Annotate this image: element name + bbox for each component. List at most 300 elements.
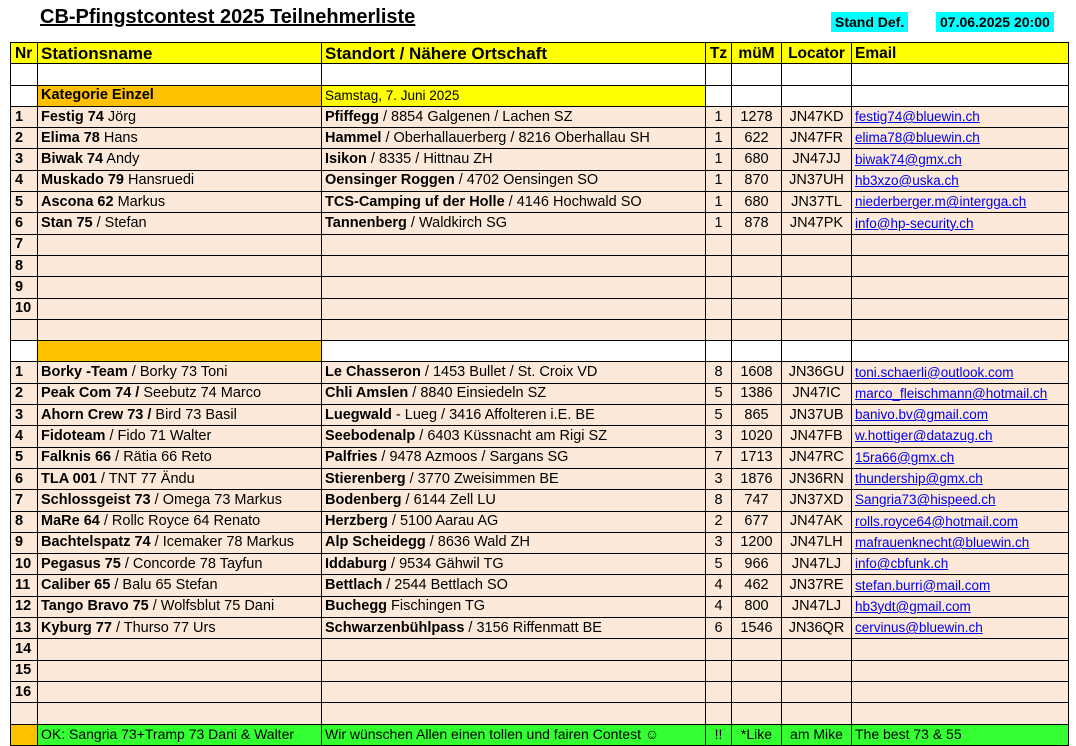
location: [322, 213, 706, 234]
email-link[interactable]: Sangria73@hispeed.ch: [855, 492, 996, 508]
location-detail: / 2544 Bettlach SO: [382, 577, 508, 594]
email-cell: [852, 596, 1069, 617]
empty-row: [11, 639, 1069, 660]
email-link[interactable]: 15ra66@gmx.ch: [855, 449, 955, 465]
table-row: [11, 106, 1069, 127]
location-detail: - Lueg / 3416 Affolteren i.E. BE: [391, 406, 595, 423]
email-link[interactable]: niederberger.m@intergga.ch: [855, 194, 1027, 210]
locator-value: JN37UH: [782, 170, 852, 191]
mum-value: 677: [732, 511, 782, 532]
header-tz: Tz: [706, 43, 732, 64]
empty-cell: [782, 277, 852, 298]
location: [322, 106, 706, 127]
empty-cell: [732, 255, 782, 276]
table-row: [11, 511, 1069, 532]
empty-cell: [322, 341, 706, 362]
station-name: [38, 149, 322, 170]
mum-value: 680: [732, 149, 782, 170]
location-detail: / 6144 Zell LU: [401, 491, 496, 508]
email-cell: [852, 554, 1069, 575]
station-name: [38, 192, 322, 213]
locator-value: JN37UB: [782, 405, 852, 426]
station-call: MaRe 64: [41, 513, 100, 530]
location: [322, 554, 706, 575]
tz-value: 3: [706, 532, 732, 553]
mum-value: 1386: [732, 383, 782, 404]
location: [322, 575, 706, 596]
station-operator: / Borky 73 Toni: [127, 364, 228, 381]
empty-cell: [732, 319, 782, 340]
empty-cell: [706, 298, 732, 319]
station-name: [38, 383, 322, 404]
mum-value: 680: [732, 192, 782, 213]
location-name: Oensinger Roggen: [325, 172, 455, 189]
row-nr: 6: [11, 213, 38, 234]
empty-cell: [732, 277, 782, 298]
location-detail: / 8854 Galgenen / Lachen SZ: [378, 108, 573, 125]
row-nr: 10: [11, 554, 38, 575]
footer-cell: *Like: [732, 724, 782, 745]
station-operator: / Fido 71 Walter: [105, 427, 212, 444]
station-operator: / Icemaker 78 Markus: [150, 534, 295, 551]
empty-cell: [782, 639, 852, 660]
empty-row: [11, 234, 1069, 255]
mum-value: 966: [732, 554, 782, 575]
mum-value: 800: [732, 596, 782, 617]
location-name: Chli Amslen: [325, 385, 409, 402]
locator-value: JN47FB: [782, 426, 852, 447]
email-link[interactable]: stefan.burri@mail.com: [855, 577, 991, 593]
email-cell: [852, 149, 1069, 170]
locator-value: JN36GU: [782, 362, 852, 383]
station-call: Stan 75: [41, 215, 93, 232]
email-link[interactable]: hb3ydt@gmail.com: [855, 598, 971, 614]
empty-cell: [38, 298, 322, 319]
row-nr: 13: [11, 618, 38, 639]
location-detail: / 8335 / Hittnau ZH: [366, 151, 493, 168]
email-cell: [852, 128, 1069, 149]
station-name: [38, 447, 322, 468]
station-operator: / Rollc Royce 64 Renato: [99, 513, 261, 530]
header-email: Email: [852, 43, 1069, 64]
location-name: Bodenberg: [325, 491, 402, 508]
station-operator: / Stefan: [92, 215, 147, 232]
row-nr: 4: [11, 426, 38, 447]
email-link[interactable]: biwak74@gmx.ch: [855, 151, 962, 167]
station-name: [38, 128, 322, 149]
row-nr: 5: [11, 192, 38, 213]
mum-value: 1278: [732, 106, 782, 127]
table-row: [11, 596, 1069, 617]
station-operator: Hans: [99, 129, 138, 146]
empty-cell: [322, 298, 706, 319]
locator-value: JN47PK: [782, 213, 852, 234]
header-locator: Locator: [782, 43, 852, 64]
email-cell: [852, 447, 1069, 468]
tz-value: 1: [706, 149, 732, 170]
category-date: Samstag, 7. Juni 2025: [322, 85, 706, 106]
row-nr: 1: [11, 106, 38, 127]
station-name: [38, 532, 322, 553]
empty-cell: [782, 255, 852, 276]
location: [322, 447, 706, 468]
mum-value: 622: [732, 128, 782, 149]
tz-value: 1: [706, 128, 732, 149]
station-operator: Markus: [113, 193, 166, 210]
mum-value: 1200: [732, 532, 782, 553]
location-name: Stierenberg: [325, 470, 406, 487]
station-name: [38, 362, 322, 383]
locator-value: JN47AK: [782, 511, 852, 532]
empty-cell: [322, 639, 706, 660]
empty-cell: [782, 341, 852, 362]
locator-value: JN47LH: [782, 532, 852, 553]
email-cell: [852, 405, 1069, 426]
empty-cell: [732, 341, 782, 362]
email-cell: [852, 170, 1069, 191]
station-operator: / Concorde 78 Tayfun: [120, 555, 263, 572]
location-detail: Fischingen TG: [387, 598, 486, 615]
mum-value: 1876: [732, 468, 782, 489]
row-nr: 4: [11, 170, 38, 191]
mum-value: 747: [732, 490, 782, 511]
empty-cell: [852, 681, 1069, 702]
locator-value: JN47JJ: [782, 149, 852, 170]
location-name: Isikon: [325, 151, 367, 168]
footer-cell: [11, 724, 38, 745]
locator-value: JN36QR: [782, 618, 852, 639]
stand-date: 07.06.2025 20:00: [936, 12, 1054, 32]
location: [322, 362, 706, 383]
tz-value: 7: [706, 447, 732, 468]
location-name: Herzberg: [325, 513, 388, 530]
station-call: Tango Bravo 75: [41, 598, 149, 615]
row-nr: 7: [11, 234, 38, 255]
station-name: [38, 405, 322, 426]
empty-cell: [38, 319, 322, 340]
empty-cell: [782, 703, 852, 724]
locator-value: JN47KD: [782, 106, 852, 127]
location-name: Seebodenalp: [325, 427, 416, 444]
location-name: Iddaburg: [325, 555, 388, 572]
station-name: [38, 575, 322, 596]
empty-cell: [38, 234, 322, 255]
station-call: Peak Com 74 /: [41, 385, 140, 402]
station-operator: / TNT 77 Ändu: [96, 470, 195, 487]
location: [322, 149, 706, 170]
location-name: Tannenberg: [325, 215, 407, 232]
mum-value: 870: [732, 170, 782, 191]
row-nr: 9: [11, 277, 38, 298]
empty-cell: [782, 234, 852, 255]
empty-cell: [782, 660, 852, 681]
empty-cell: [782, 298, 852, 319]
locator-value: JN36RN: [782, 468, 852, 489]
row-nr: 1: [11, 362, 38, 383]
locator-value: JN47FR: [782, 128, 852, 149]
location-name: TCS-Camping uf der Holle: [325, 193, 505, 210]
empty-cell: [706, 234, 732, 255]
location-detail: / 9534 Gähwil TG: [387, 555, 504, 572]
row-nr: 16: [11, 681, 38, 702]
email-link[interactable]: hb3xzo@uska.ch: [855, 172, 959, 188]
empty-cell: [38, 639, 322, 660]
tz-value: 3: [706, 468, 732, 489]
page-title: CB-Pfingstcontest 2025 Teilnehmerliste: [40, 6, 416, 28]
empty-cell: [852, 341, 1069, 362]
email-cell: [852, 575, 1069, 596]
station-operator: Jörg: [103, 108, 137, 125]
station-call: Kyburg 77: [41, 619, 112, 636]
location: [322, 426, 706, 447]
tz-value: 2: [706, 511, 732, 532]
location-detail: / Oberhallauerberg / 8216 Oberhallau SH: [381, 129, 650, 146]
empty-cell: [706, 255, 732, 276]
tz-value: 5: [706, 554, 732, 575]
station-call: Fidoteam: [41, 427, 106, 444]
locator-value: JN47LJ: [782, 596, 852, 617]
station-operator: Bird 73 Basil: [151, 406, 237, 423]
table-row: [11, 532, 1069, 553]
row-nr: 15: [11, 660, 38, 681]
empty-cell: [706, 319, 732, 340]
email-link[interactable]: info@cbfunk.ch: [855, 556, 949, 572]
email-link[interactable]: info@hp-security.ch: [855, 215, 974, 231]
location-name: Bettlach: [325, 577, 383, 594]
footer-row: [11, 724, 1069, 745]
participant-table: [10, 42, 1069, 746]
email-link[interactable]: mafrauenknecht@bluewin.ch: [855, 534, 1030, 550]
station-name: [38, 170, 322, 191]
stand-label: Stand Def.: [831, 12, 908, 32]
mum-value: 878: [732, 213, 782, 234]
location-name: Le Chasseron: [325, 364, 421, 381]
empty-row: [11, 255, 1069, 276]
header-station: Stationsname: [38, 43, 322, 64]
spacer-row: [11, 703, 1069, 724]
station-name: [38, 596, 322, 617]
email-link[interactable]: elima78@bluewin.ch: [855, 130, 980, 146]
row-nr: 5: [11, 447, 38, 468]
station-name: [38, 426, 322, 447]
empty-cell: [706, 277, 732, 298]
station-call: Ascona 62: [41, 193, 114, 210]
location: [322, 383, 706, 404]
empty-cell: [852, 319, 1069, 340]
row-nr: 3: [11, 149, 38, 170]
email-link[interactable]: cervinus@bluewin.ch: [855, 620, 983, 636]
empty-cell: [782, 681, 852, 702]
station-call: Falknis 66: [41, 449, 112, 466]
empty-cell: [322, 277, 706, 298]
email-link[interactable]: rolls.royce64@hotmail.com: [855, 513, 1019, 529]
empty-cell: [732, 660, 782, 681]
table-row: [11, 128, 1069, 149]
locator-value: JN47IC: [782, 383, 852, 404]
table-row: [11, 468, 1069, 489]
station-operator: Hansruedi: [124, 172, 195, 189]
row-nr: 7: [11, 490, 38, 511]
empty-cell: [852, 277, 1069, 298]
station-name: [38, 490, 322, 511]
empty-cell: [322, 660, 706, 681]
footer-cell: !!: [706, 724, 732, 745]
location: [322, 405, 706, 426]
station-name: [38, 213, 322, 234]
email-cell: [852, 106, 1069, 127]
footer-cell: OK: Sangria 73+Tramp 73 Dani & Walter: [38, 724, 322, 745]
footer-cell: am Mike: [782, 724, 852, 745]
email-cell: [852, 532, 1069, 553]
row-nr: 2: [11, 128, 38, 149]
category-row: [11, 85, 1069, 106]
tz-value: 4: [706, 575, 732, 596]
table-row: [11, 575, 1069, 596]
station-call: Ahorn Crew 73 /: [41, 406, 152, 423]
station-operator: / Wolfsblut 75 Dani: [148, 598, 275, 615]
empty-cell: [852, 255, 1069, 276]
location: [322, 618, 706, 639]
tz-value: 5: [706, 383, 732, 404]
empty-cell: [11, 319, 38, 340]
station-call: Schlossgeist 73: [41, 491, 151, 508]
station-name: [38, 618, 322, 639]
table-row: [11, 192, 1069, 213]
empty-cell: [706, 681, 732, 702]
row-nr: 12: [11, 596, 38, 617]
location: [322, 468, 706, 489]
tz-value: 1: [706, 213, 732, 234]
station-call: Festig 74: [41, 108, 104, 125]
station-call: Bachtelspatz 74: [41, 534, 151, 551]
location: [322, 532, 706, 553]
location-name: Pfiffegg: [325, 108, 379, 125]
location-detail: / 4146 Hochwald SO: [504, 193, 642, 210]
empty-cell: [732, 234, 782, 255]
table-row: [11, 362, 1069, 383]
empty-row: [11, 660, 1069, 681]
empty-cell: [11, 703, 38, 724]
location: [322, 511, 706, 532]
row-nr: 9: [11, 532, 38, 553]
location-detail: / 8840 Einsiedeln SZ: [408, 385, 547, 402]
location-detail: / 4702 Oensingen SO: [454, 172, 599, 189]
locator-value: JN47RC: [782, 447, 852, 468]
email-cell: [852, 490, 1069, 511]
spacer-row: [11, 341, 1069, 362]
footer-cell: Wir wünschen Allen einen tollen und fairen Contest ☺: [322, 724, 706, 745]
category-label: Kategorie Einzel: [38, 85, 322, 106]
spacer-row: [11, 319, 1069, 340]
tz-value: 1: [706, 170, 732, 191]
location-name: Luegwald: [325, 406, 392, 423]
email-cell: [852, 213, 1069, 234]
empty-cell: [38, 660, 322, 681]
header-standort: Standort / Nähere Ortschaft: [322, 43, 706, 64]
location-detail: / 1453 Bullet / St. Croix VD: [420, 364, 598, 381]
locator-value: JN37RE: [782, 575, 852, 596]
table-row: [11, 554, 1069, 575]
email-link[interactable]: marco_fleischmann@hotmail.ch: [855, 385, 1048, 401]
row-nr: 3: [11, 405, 38, 426]
table-row: [11, 426, 1069, 447]
row-nr: 10: [11, 298, 38, 319]
tz-value: 5: [706, 405, 732, 426]
email-link[interactable]: toni.schaerli@outlook.com: [855, 364, 1014, 380]
email-link[interactable]: festig74@bluewin.ch: [855, 109, 980, 125]
empty-cell: [38, 341, 322, 362]
location-name: Alp Scheidegg: [325, 534, 426, 551]
row-nr: 8: [11, 511, 38, 532]
tz-value: 1: [706, 192, 732, 213]
location: [322, 170, 706, 191]
empty-cell: [11, 341, 38, 362]
email-link[interactable]: thundership@gmx.ch: [855, 471, 983, 487]
location-detail: / 8636 Wald ZH: [425, 534, 530, 551]
station-operator: / Rätia 66 Reto: [111, 449, 212, 466]
header-row: [11, 43, 1069, 64]
location-detail: / 6403 Küssnacht am Rigi SZ: [415, 427, 608, 444]
empty-cell: [732, 703, 782, 724]
station-call: Muskado 79: [41, 172, 124, 189]
mum-value: 462: [732, 575, 782, 596]
location-detail: / 5100 Aarau AG: [387, 513, 499, 530]
email-cell: [852, 192, 1069, 213]
empty-cell: [852, 298, 1069, 319]
location-detail: / Waldkirch SG: [406, 215, 508, 232]
location-name: Buchegg: [325, 598, 388, 615]
tz-value: 1: [706, 106, 732, 127]
empty-row: [11, 277, 1069, 298]
empty-cell: [322, 319, 706, 340]
row-nr: 2: [11, 383, 38, 404]
station-name: [38, 468, 322, 489]
tz-value: 6: [706, 618, 732, 639]
empty-cell: [732, 681, 782, 702]
empty-cell: [38, 255, 322, 276]
email-link[interactable]: w.hottiger@datazug.ch: [855, 428, 993, 444]
empty-row: [11, 298, 1069, 319]
empty-cell: [322, 255, 706, 276]
station-operator: / Omega 73 Markus: [150, 491, 282, 508]
empty-cell: [38, 277, 322, 298]
table-row: [11, 490, 1069, 511]
station-operator: / Thurso 77 Urs: [111, 619, 216, 636]
location-detail: / 9478 Azmoos / Sargans SG: [377, 449, 569, 466]
row-nr: 6: [11, 468, 38, 489]
location: [322, 192, 706, 213]
email-link[interactable]: banivo.bv@gmail.com: [855, 407, 989, 423]
email-cell: [852, 618, 1069, 639]
locator-value: JN37XD: [782, 490, 852, 511]
empty-cell: [322, 681, 706, 702]
location-name: Hammel: [325, 129, 382, 146]
station-call: Caliber 65: [41, 577, 111, 594]
empty-row: [11, 681, 1069, 702]
empty-cell: [38, 703, 322, 724]
empty-cell: [852, 660, 1069, 681]
mum-value: 1713: [732, 447, 782, 468]
tz-value: 8: [706, 490, 732, 511]
station-name: [38, 511, 322, 532]
location-detail: / 3156 Riffenmatt BE: [464, 619, 602, 636]
location-detail: / 3770 Zweisimmen BE: [405, 470, 559, 487]
empty-cell: [732, 298, 782, 319]
location: [322, 490, 706, 511]
tz-value: 8: [706, 362, 732, 383]
email-cell: [852, 362, 1069, 383]
email-cell: [852, 426, 1069, 447]
